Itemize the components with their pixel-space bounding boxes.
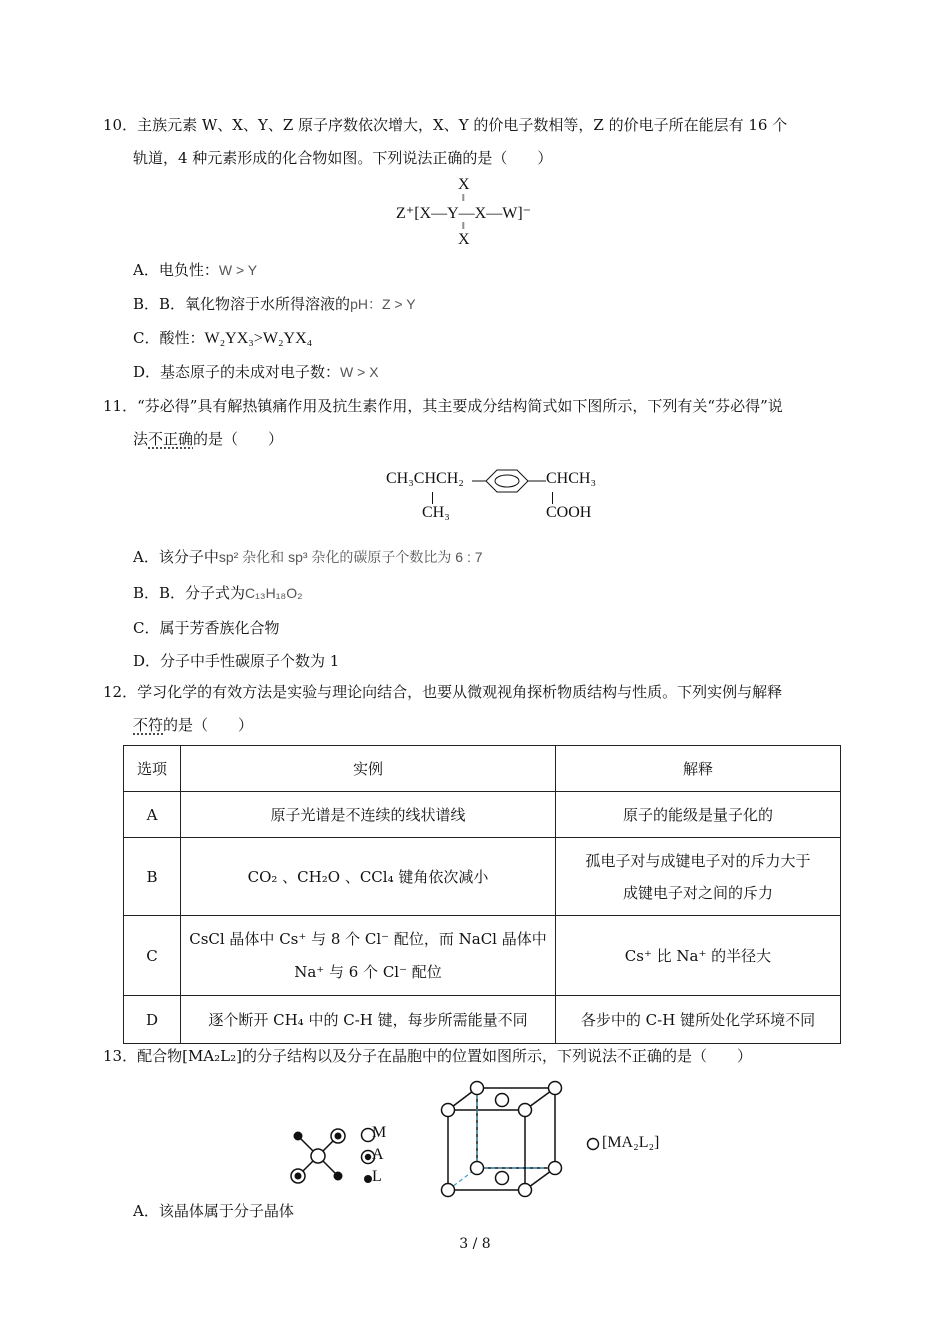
q10-struct-bottom-x: X <box>458 231 470 248</box>
table-row <box>124 838 841 916</box>
q11-left-sub: CH₃ <box>422 504 450 521</box>
q11-stem-line2: 法不正确的是（ ） <box>133 430 284 448</box>
q10-option-a: A．电负性：W > Y <box>133 261 258 279</box>
row-b-explanation: 孤电子对与成键电子对的斥力大于 成键电子对之间的斥力 <box>556 838 841 916</box>
q10-struct-row: Z⁺[X—Y—X—W]⁻ <box>396 205 532 222</box>
row-d-option: D <box>124 996 181 1044</box>
row-c-explanation: Cs⁺ 比 Na⁺ 的半径大 <box>556 916 841 996</box>
page-number: 3 / 8 <box>459 1236 491 1252</box>
q13-stem: 13．配合物[MA₂L₂]的分子结构以及分子在晶胞中的位置如图所示，下列说法不正确的是（ ） <box>103 1047 752 1065</box>
q11-right-bond <box>552 492 553 504</box>
row-b-example: CO₂ 、CH₂O 、CCl₄ 键角依次减小 <box>181 838 556 916</box>
row-a-option: A <box>124 792 181 838</box>
q10-option-d: D．基态原子的未成对电子数：W > X <box>133 363 379 381</box>
q10-option-b: B．B．氧化物溶于水所得溶液的pH：Z > Y <box>133 295 416 313</box>
q10-structure <box>396 176 556 252</box>
q10-struct-top-x: X <box>458 176 470 193</box>
q10-option-c: C．酸性：W₂YX₃>W₂YX₄ <box>133 329 313 347</box>
q13-option-a: A．该晶体属于分子晶体 <box>133 1202 294 1220</box>
row-d-example: 逐个断开 CH₄ 中的 C-H 键，每步所需能量不同 <box>181 996 556 1044</box>
cell-legend-label: [MA₂L₂] <box>602 1134 660 1151</box>
table-row <box>124 916 841 996</box>
row-a-example: 原子光谱是不连续的线状谱线 <box>181 792 556 838</box>
q11-stem-line1: 11．“芬必得”具有解热镇痛作用及抗生素作用，其主要成分结构简式如下图所示，下列有关“芬必得”说 <box>103 397 783 415</box>
q11-right-sub: COOH <box>546 504 592 521</box>
row-d-explanation: 各步中的 C-H 键所处化学环境不同 <box>556 996 841 1044</box>
legend-a: A <box>372 1146 384 1163</box>
header-explanation: 解释 <box>556 746 841 792</box>
unit-cell-diagram <box>440 1078 570 1198</box>
q11-left-bond <box>432 492 433 504</box>
q11-left-chain: CH₃CHCH₂ <box>386 470 464 487</box>
q10-stem-line1: 10．主族元素 W、X、Y、Z 原子序数依次增大，X、Y 的价电子数相等，Z 的价电子所在能层有 16 个 <box>103 116 788 134</box>
q11-option-d: D．分子中手性碳原子个数为 1 <box>133 652 340 670</box>
table-row <box>124 996 841 1044</box>
benzene-ring-icon <box>472 468 552 498</box>
q10-double-bond-top: ‖ <box>462 193 465 204</box>
q12-table <box>123 745 841 1044</box>
q11-right-chain: CHCH₃ <box>546 470 597 487</box>
legend-m: M <box>372 1124 387 1141</box>
q11-option-b: B．B．分子式为C₁₃H₁₈O₂ <box>133 584 303 602</box>
header-example: 实例 <box>181 746 556 792</box>
header-option: 选项 <box>124 746 181 792</box>
q11-option-a: A．该分子中sp² 杂化和 sp³ 杂化的碳原子个数比为 6 : 7 <box>133 548 483 566</box>
q11-option-c: C．属于芳香族化合物 <box>133 619 280 637</box>
row-c-option: C <box>124 916 181 996</box>
legend-l: L <box>372 1168 382 1185</box>
q12-stem-line2: 不符的是（ ） <box>133 716 254 734</box>
row-a-explanation: 原子的能级是量子化的 <box>556 792 841 838</box>
table-header-row <box>124 746 841 792</box>
row-b-option: B <box>124 838 181 916</box>
row-c-example: CsCl 晶体中 Cs⁺ 与 8 个 Cl⁻ 配位，而 NaCl 晶体中 Na⁺ 与 6 个 Cl⁻ 配位 <box>181 916 556 996</box>
q10-stem-line2: 轨道，4 种元素形成的化合物如图。下列说法正确的是（ ） <box>133 149 553 167</box>
q10-double-bond-bottom: ‖ <box>462 221 465 232</box>
cell-legend-circle-icon <box>586 1137 600 1151</box>
q12-stem-line1: 12．学习化学的有效方法是实验与理论向结合，也要从微观视角探析物质结构与性质。下列实例与解释 <box>103 683 783 701</box>
table-row <box>124 792 841 838</box>
q11-structure <box>386 468 616 532</box>
